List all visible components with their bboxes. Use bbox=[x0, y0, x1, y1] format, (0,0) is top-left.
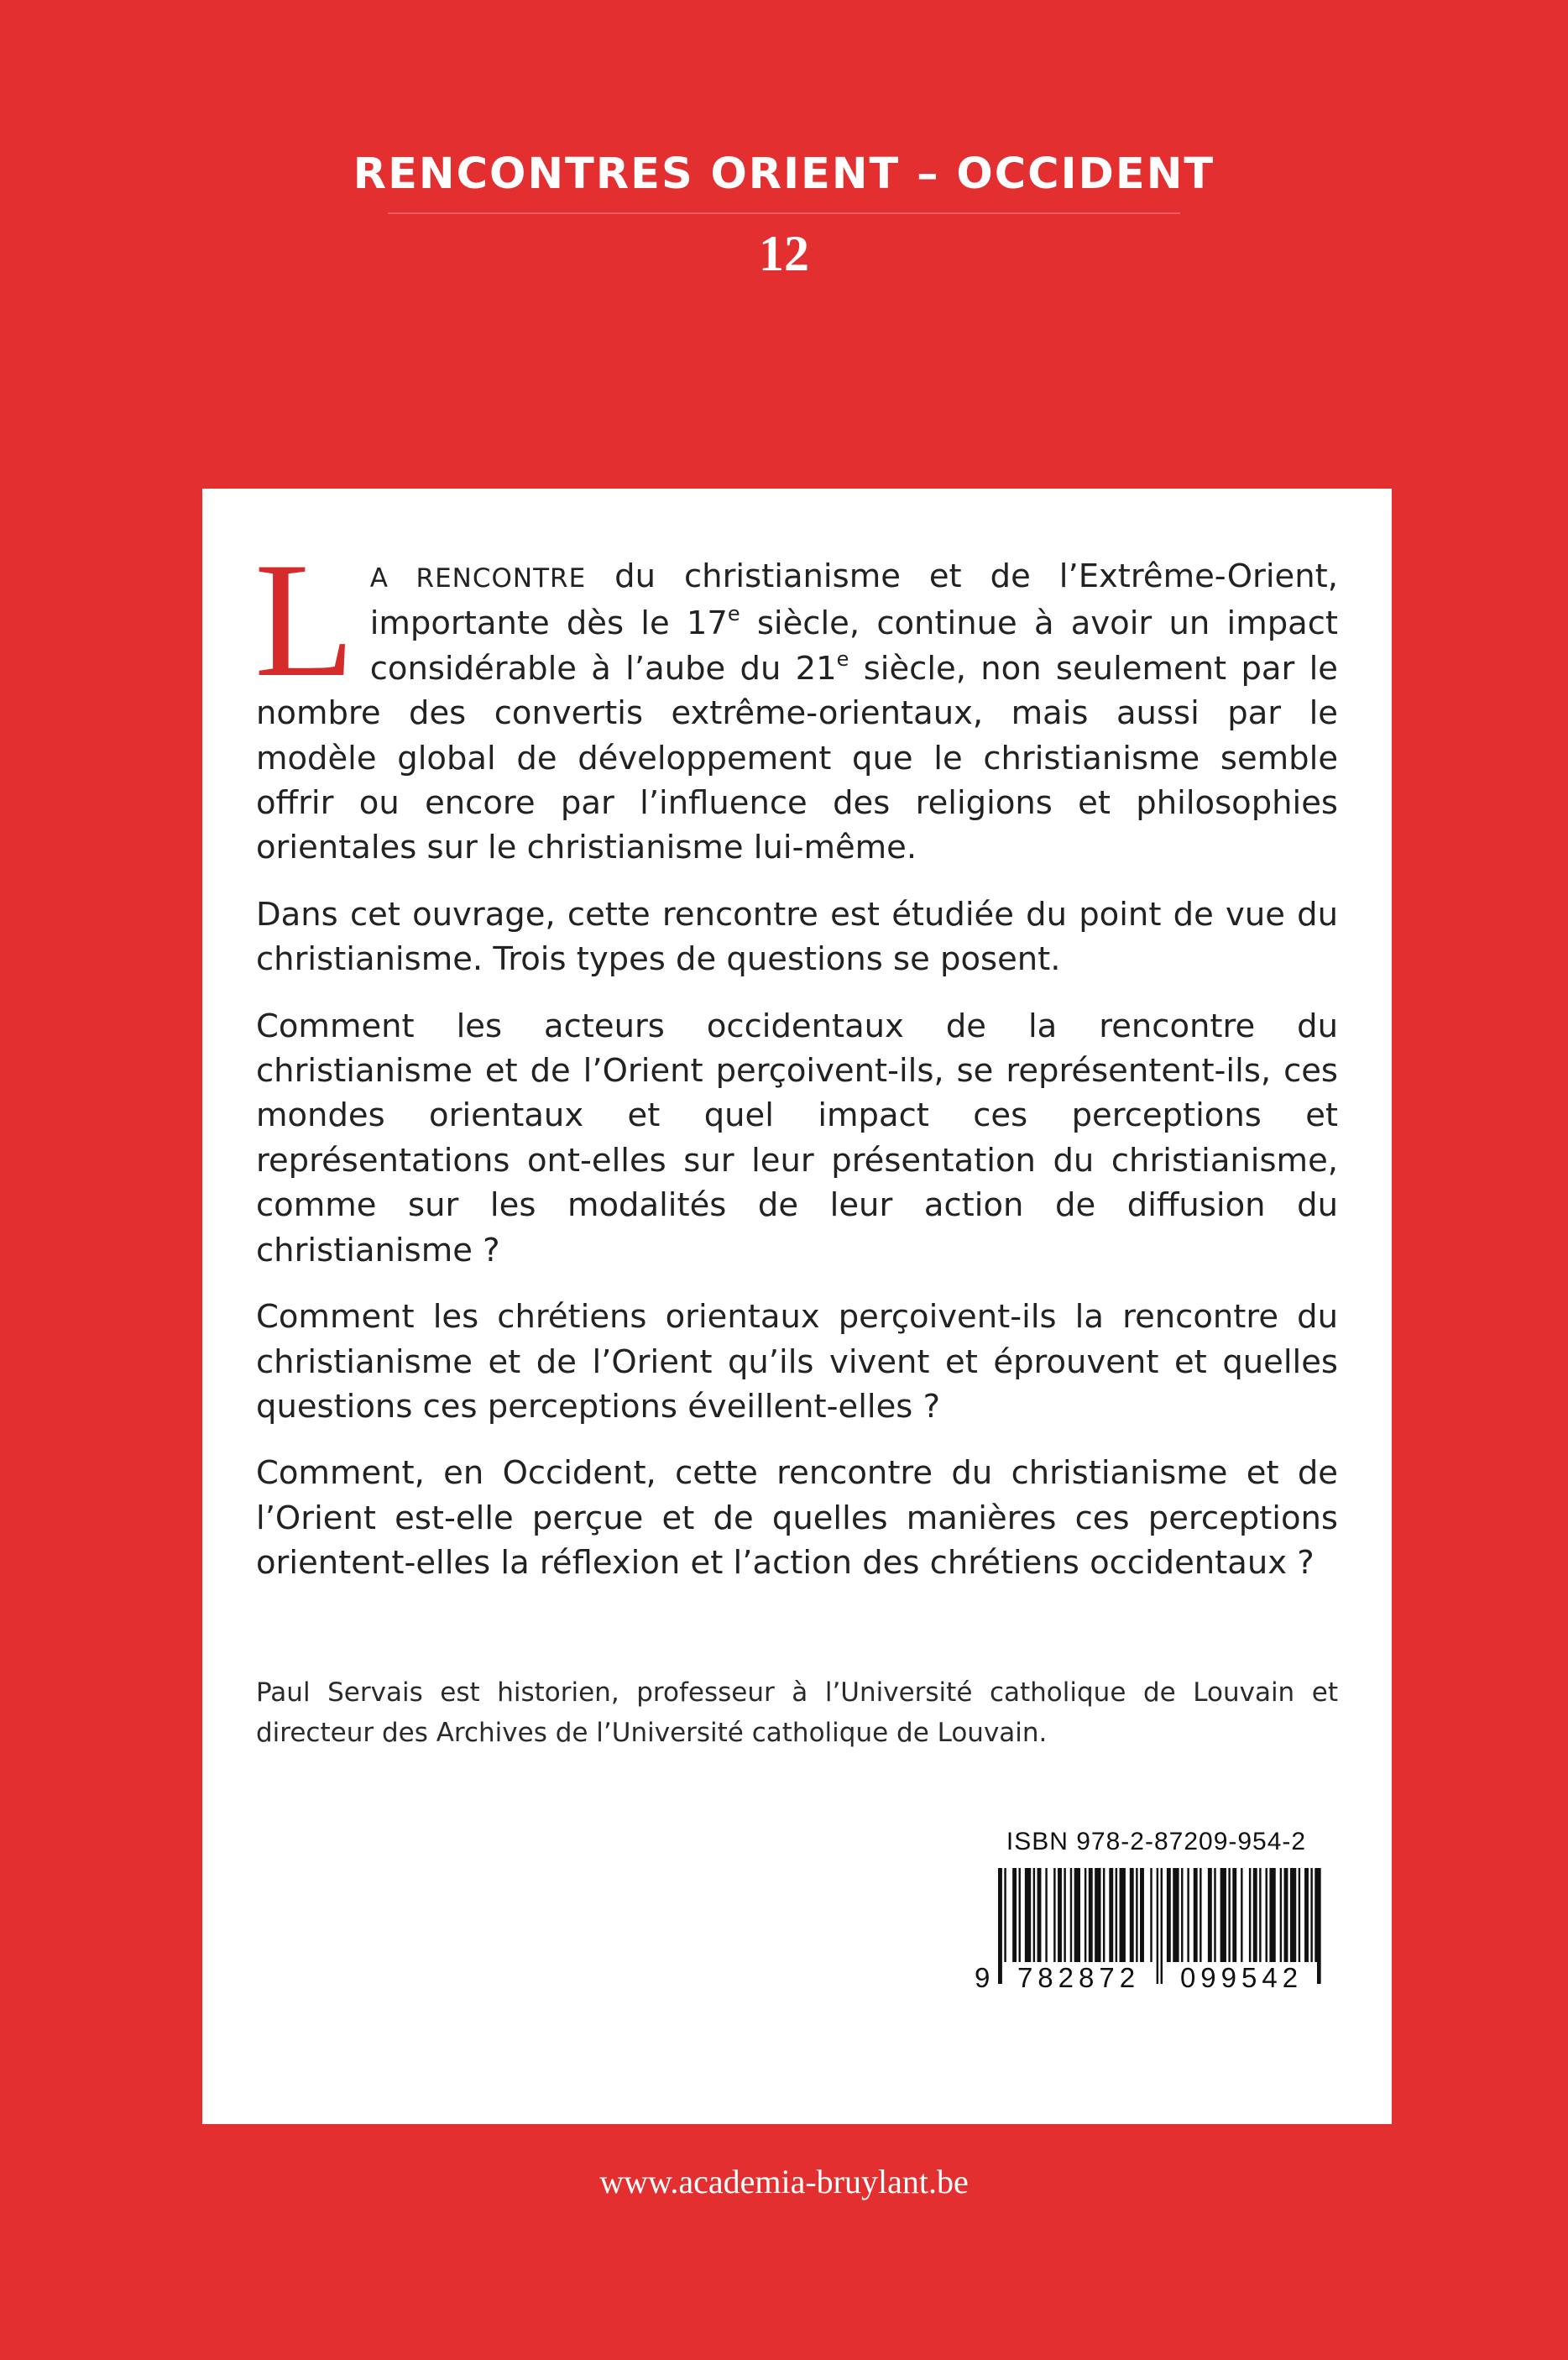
barcode-bar bbox=[1116, 1868, 1117, 1967]
barcode-bar bbox=[1259, 1868, 1261, 1967]
barcode-bar bbox=[1037, 1868, 1042, 1967]
blurb-paragraph-2: Dans cet ouvrage, cette rencontre est étudiée du point de vue du christianisme. Trois types de questions se posent. bbox=[256, 895, 1338, 979]
blurb-p1-part-b: siècle, continue à avoir un impact considérable à l’aube du 21 bbox=[369, 604, 1338, 688]
barcode-bar bbox=[1025, 1868, 1031, 1967]
barcode-bar bbox=[1045, 1868, 1047, 1967]
barcode-bar bbox=[1058, 1868, 1062, 1967]
barcode-bar bbox=[1280, 1868, 1282, 1967]
superscript-2: e bbox=[836, 646, 849, 671]
ean-first-digit: 9 bbox=[975, 1962, 996, 1993]
barcode-block bbox=[975, 1828, 1338, 2004]
barcode-bar bbox=[1310, 1868, 1312, 1967]
blurb-paragraph-3: Comment les acteurs occidentaux de la rencontre du christianisme et de l’Orient perçoivent-ils, se représentent-ils, ces mondes orientaux et quel impact ces perceptions et représentations ont-elles sur leur présentation du christianisme, comme sur les modalités de leur action de diffusion du christianisme ? bbox=[256, 1007, 1338, 1269]
barcode-bar bbox=[1253, 1868, 1257, 1967]
blurb-paragraph-1 bbox=[254, 529, 1338, 871]
barcode-bar bbox=[1249, 1868, 1251, 1967]
series-title: RENCONTRES ORIENT – OCCIDENT bbox=[353, 149, 1215, 199]
barcode-bar bbox=[1290, 1868, 1296, 1967]
barcode-bar bbox=[1187, 1868, 1189, 1967]
barcode-bar bbox=[1085, 1868, 1086, 1967]
barcode-bar bbox=[1214, 1868, 1215, 1967]
barcode-bar bbox=[1241, 1868, 1242, 1967]
lead-smallcaps: A RENCONTRE bbox=[369, 563, 587, 594]
blurb-text bbox=[254, 529, 1338, 1608]
barcode-bar bbox=[1266, 1868, 1267, 1967]
blurb-paragraph-4: Comment les chrétiens orientaux perçoivent-ils la rencontre du christianisme et de l’Orient qu’ils vivent et éprouvent et quelles questions ces perceptions éveillent-elles ? bbox=[256, 1298, 1338, 1426]
barcode-bar bbox=[998, 1868, 1002, 1984]
superscript-1: e bbox=[727, 602, 740, 626]
author-bio: Paul Servais est historien, professeur à l’Université catholique de Louvain et directeur des Archives de l’Université catholique de Louvain. bbox=[256, 1677, 1338, 1748]
barcode-bar bbox=[1208, 1868, 1212, 1967]
barcode-bar bbox=[1089, 1868, 1093, 1967]
barcode-bar bbox=[1136, 1868, 1137, 1967]
barcode-bar bbox=[1194, 1868, 1198, 1967]
barcode-bar bbox=[1103, 1868, 1105, 1967]
blurb-p1-part-a: du christianisme et de l’Extrême-Orient, importante dès le 17 bbox=[369, 557, 1338, 643]
barcode-bar bbox=[1109, 1868, 1113, 1967]
barcode-bar bbox=[1200, 1868, 1201, 1967]
publisher-website: www.academia-bruylant.be bbox=[599, 2163, 969, 2200]
barcode-bar bbox=[1070, 1868, 1072, 1967]
barcode-bar bbox=[1161, 1868, 1163, 1984]
barcode-bar bbox=[1120, 1868, 1126, 1967]
blurb-p1-part-c: siècle, non seulement par le nombre des convertis extrême-orientaux, mais aussi par le modèle global de développement que le christianisme semble offrir ou encore par l’influence des religions et philosophies orientales sur le christianisme lui-même. bbox=[256, 649, 1338, 867]
barcode-bar bbox=[1130, 1868, 1134, 1967]
ean-group-2: 099542 bbox=[1166, 1962, 1317, 1994]
barcode-bar bbox=[1012, 1868, 1017, 1967]
barcode-bar bbox=[1074, 1868, 1080, 1967]
barcode-bar bbox=[1167, 1868, 1171, 1967]
series-divider bbox=[388, 212, 1180, 214]
back-cover-panel bbox=[202, 489, 1392, 2124]
barcode-bar bbox=[1299, 1868, 1300, 1967]
barcode-bar bbox=[1064, 1868, 1065, 1967]
ean-group-1: 782872 bbox=[1003, 1962, 1154, 1994]
barcode-bar bbox=[1157, 1868, 1158, 1984]
barcode-bar bbox=[1019, 1868, 1021, 1967]
drop-cap: L bbox=[254, 529, 355, 711]
barcode-bar bbox=[1140, 1868, 1144, 1967]
series-number: 12 bbox=[759, 226, 809, 281]
barcode-bar bbox=[1053, 1868, 1055, 1967]
barcode-bar bbox=[1284, 1868, 1288, 1967]
isbn-label: ISBN 978-2-87209-954-2 bbox=[1006, 1828, 1307, 1855]
barcode-bar bbox=[1095, 1868, 1100, 1967]
barcode-bar bbox=[1181, 1868, 1183, 1967]
barcode-bar bbox=[1220, 1868, 1226, 1967]
barcode-bar bbox=[1173, 1868, 1179, 1967]
barcode-bar bbox=[1232, 1868, 1236, 1967]
barcode-bar bbox=[1269, 1868, 1275, 1967]
barcode-bar bbox=[1304, 1868, 1309, 1967]
barcode-bar bbox=[1228, 1868, 1230, 1967]
barcode-bar bbox=[1033, 1868, 1035, 1967]
blurb-paragraph-5: Comment, en Occident, cette rencontre du christianisme et de l’Orient est-elle perçue et de quelles manières ces perceptions orientent-elles la réflexion et l’action des chrétiens occidentaux ? bbox=[256, 1454, 1338, 1583]
